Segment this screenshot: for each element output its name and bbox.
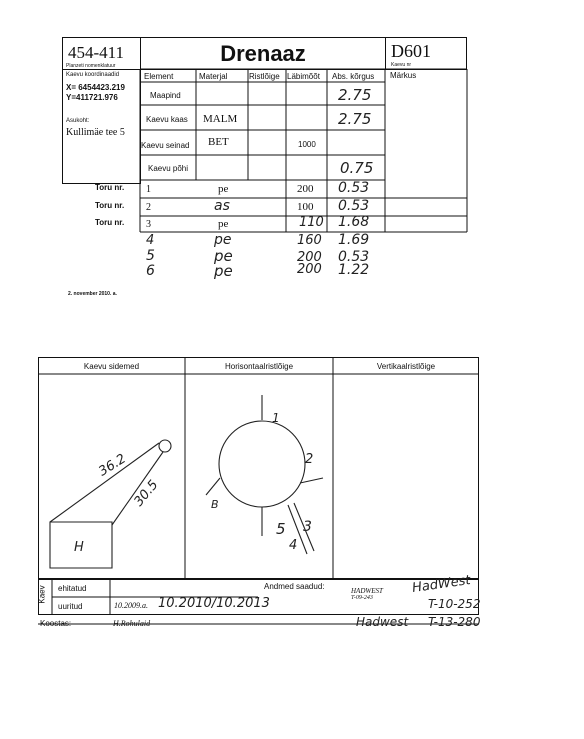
map-code-caption: Planzeti nomenklatuur xyxy=(66,63,116,69)
pipe-3-material: pe xyxy=(218,218,229,230)
pipe-6-material: pe xyxy=(214,262,233,280)
pipe-5-diameter: 200 xyxy=(297,250,322,265)
row-ground-label: Maapind xyxy=(150,90,181,100)
source-ref: T-09-243 xyxy=(351,595,373,601)
pipe-6-no: 6 xyxy=(146,263,155,279)
pipe-3-no: 3 xyxy=(146,219,151,230)
surveyed-label: uuritud xyxy=(58,602,83,611)
well-number: D601 xyxy=(391,41,431,61)
well-number-caption: Kaevu nr xyxy=(391,62,412,68)
dist-36: 36.2 xyxy=(96,451,129,480)
compiler-name: H.Rohulaid xyxy=(113,619,151,628)
pipe-2-diameter: 100 xyxy=(297,201,314,213)
row-bottom-height: 0.75 xyxy=(340,159,374,177)
row-walls-label: Kaevu seinad xyxy=(141,140,190,150)
pipe-2-material: as xyxy=(214,198,230,214)
col-connections-title: Kaevu sidemed xyxy=(83,362,140,371)
ref-2010: T-10-252 xyxy=(428,597,481,611)
surveyed-date: 10.2009.a. xyxy=(114,601,148,610)
location-value: Kullimäe tee 5 xyxy=(66,127,125,138)
row-ground-height: 2.75 xyxy=(338,86,372,104)
pipe-1-diameter: 200 xyxy=(297,183,314,195)
source-value: HADWEST xyxy=(351,587,383,595)
row-walls-material: BET xyxy=(208,136,229,148)
header-abs-height: Abs. kõrgus xyxy=(332,72,375,81)
header-remark: Märkus xyxy=(390,71,417,80)
col-horizontal-title: Horisontaalristlõige xyxy=(224,362,294,371)
map-code: 454-411 xyxy=(68,43,125,62)
house-mark: H xyxy=(74,540,84,555)
header-element: Element xyxy=(144,72,174,81)
row-cover-material: MALM xyxy=(203,113,238,125)
pipe-1-material: pe xyxy=(218,183,229,195)
pipe-1-no: 1 xyxy=(146,184,151,195)
pipe-4-height: 1.69 xyxy=(338,232,370,248)
pipe-6-diameter: 200 xyxy=(297,262,322,277)
row-bottom-label: Kaevu põhi xyxy=(148,163,189,173)
side-label: Kaev xyxy=(37,585,47,604)
header-diameter: Läbimõõt xyxy=(287,72,320,81)
header-material: Materjal xyxy=(199,72,228,81)
pipe-3-height: 1.68 xyxy=(338,214,370,230)
pipe-2-height: 0.53 xyxy=(338,198,370,214)
pipe-4-material: pe xyxy=(214,232,232,248)
built-label: ehitatud xyxy=(58,584,87,593)
pipe-2-no: 2 xyxy=(146,202,151,213)
pipe-6-height: 1.22 xyxy=(338,262,370,278)
source-label: Andmed saadud: xyxy=(264,582,325,591)
col-vertical-title: Vertikaalristlõige xyxy=(376,362,436,371)
coord-x: X= 6454423.219 xyxy=(66,83,125,92)
row-cover-height: 2.75 xyxy=(338,110,372,128)
pipe-mark-4: 4 xyxy=(289,538,298,553)
pipe-mark-b: B xyxy=(211,498,219,511)
pipe-2-label: Toru nr. xyxy=(95,201,125,210)
ref-2013: T-13-280 xyxy=(428,615,481,629)
location-label: Asukoht: xyxy=(66,118,90,124)
source-handwritten: HadWest xyxy=(411,572,472,597)
row-cover-label: Kaevu kaas xyxy=(146,114,188,124)
pipe-mark-5: 5 xyxy=(276,520,286,538)
surveyed-handwritten: 10.2010/10.2013 xyxy=(158,596,270,611)
coord-y: Y=411721.976 xyxy=(66,93,118,102)
pipe-5-no: 5 xyxy=(146,248,155,264)
hadwest-2013: Hadwest xyxy=(356,615,409,629)
coordinates-label: Kaevu koordinaadid xyxy=(66,72,120,78)
pipe-1-height: 0.53 xyxy=(338,180,370,196)
pipe-mark-3: 3 xyxy=(303,519,312,535)
pipe-4-no: 4 xyxy=(146,233,155,248)
doc-title: Drenaaz xyxy=(220,40,306,66)
row-walls-diameter: 1000 xyxy=(298,139,316,149)
pipe-5-height: 0.53 xyxy=(338,249,370,265)
pipe-mark-1: 1 xyxy=(272,411,280,425)
header-cross-section: Ristlõige xyxy=(249,72,280,81)
compiled-label: Koostas: xyxy=(40,619,72,628)
pipe-1-label: Toru nr. xyxy=(95,183,125,192)
pipe-4-diameter: 160 xyxy=(297,233,322,248)
pipe-5-material: pe xyxy=(214,247,233,265)
pipe-3-diameter: 110 xyxy=(299,215,324,230)
print-date: 2. november 2010. a. xyxy=(68,291,117,297)
dist-30: 30.5 xyxy=(131,477,162,510)
pipe-mark-2: 2 xyxy=(305,452,314,467)
pipe-3-label: Toru nr. xyxy=(95,218,125,227)
